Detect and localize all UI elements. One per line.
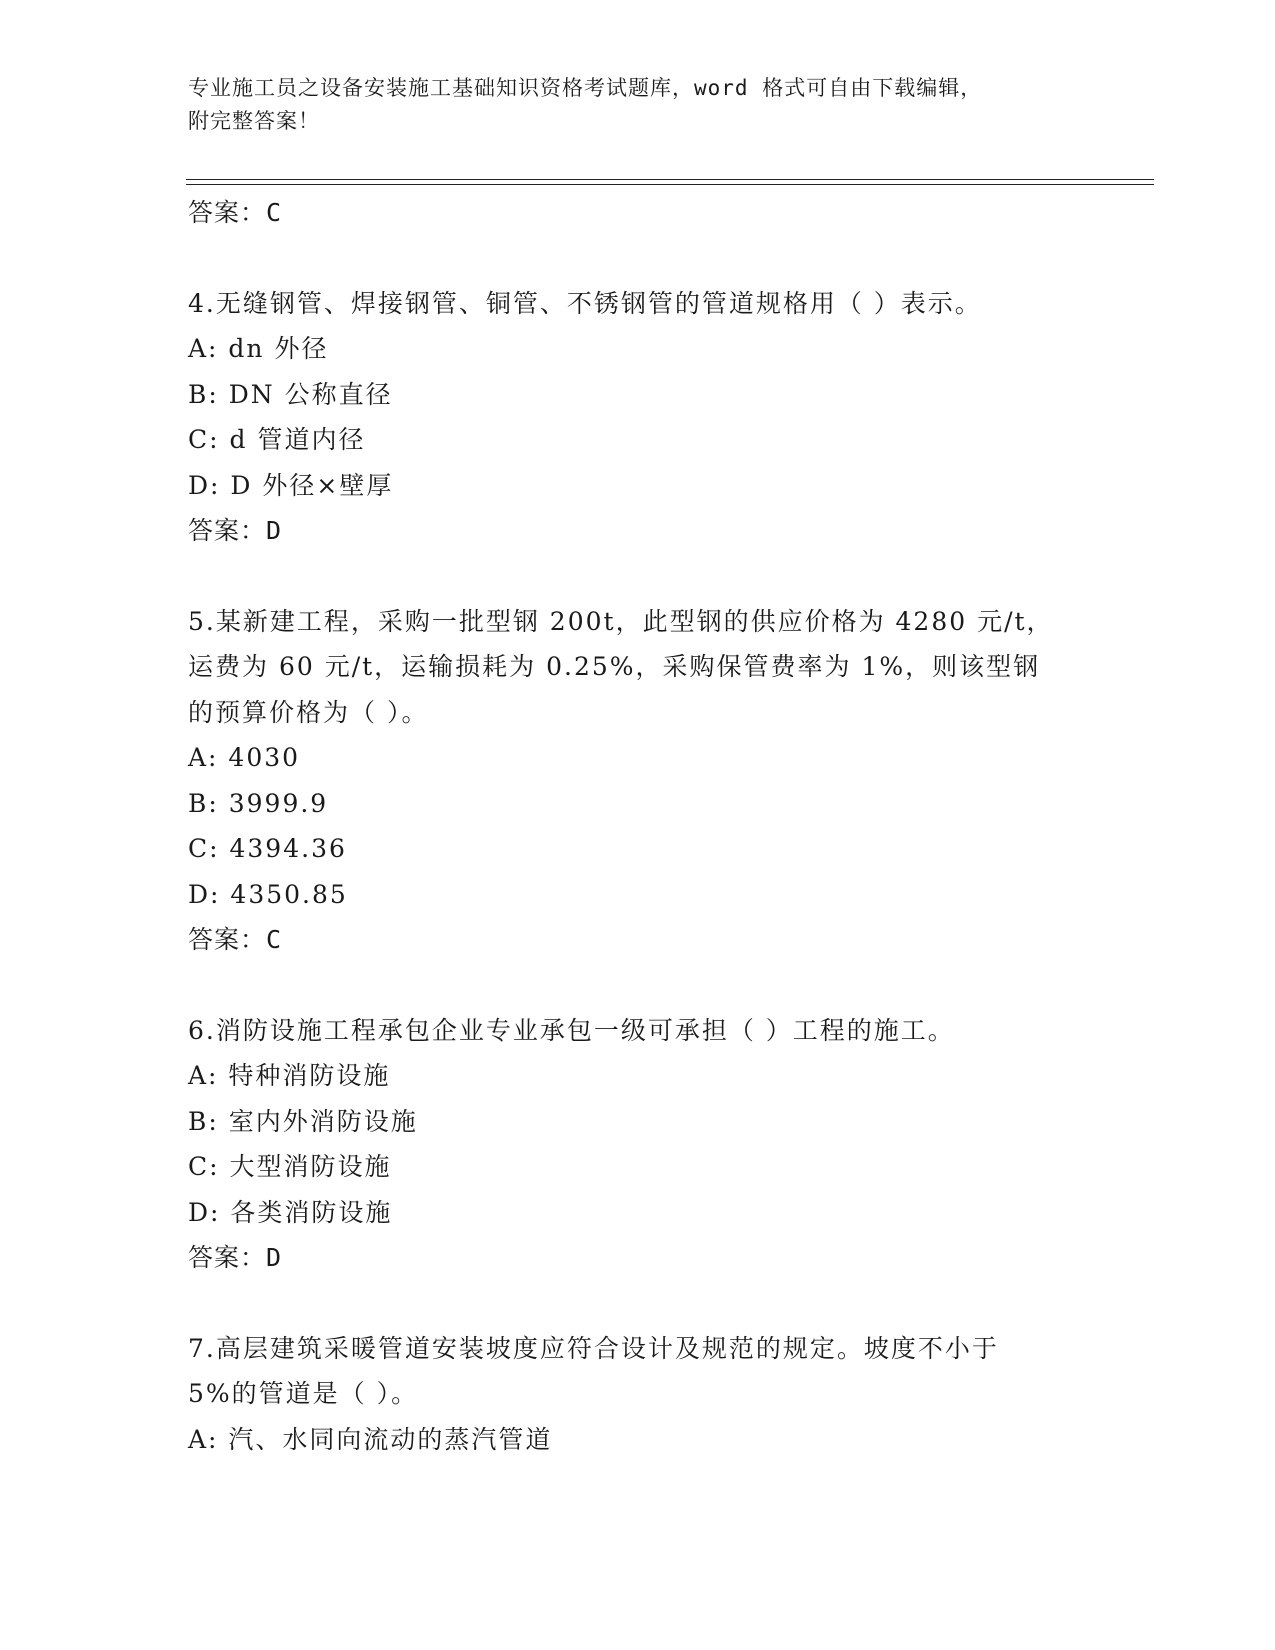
header-divider-top — [186, 179, 1154, 180]
option-d: D: 4350.85 — [188, 879, 348, 909]
answer-q3: 答案：C — [188, 198, 283, 227]
question-text-line-1: 5.某新建工程，采购一批型钢 200t，此型钢的供应价格为 4280 元/t， — [188, 606, 1054, 636]
option-c: C: d 管道内径 — [188, 425, 366, 454]
option-a: A: 4030 — [188, 743, 301, 772]
question-text-line-3: 的预算价格为（ ）。 — [188, 697, 429, 727]
question-5 — [188, 599, 1088, 963]
question-text-line-2: 运费为 60 元/t，运输损耗为 0.25%，采购保管费率为 1%，则该型钢 — [188, 652, 1041, 681]
question-text-line-1: 7.高层建筑采暖管道安装坡度应符合设计及规范的规定。坡度不小于 — [188, 1333, 999, 1363]
page-header — [188, 72, 1068, 138]
question-6 — [188, 1008, 1088, 1281]
answer: 答案：D — [188, 1243, 283, 1272]
option-d: D: D 外径×壁厚 — [188, 470, 394, 500]
option-c: C: 大型消防设施 — [188, 1152, 392, 1181]
option-b: B: 室内外消防设施 — [188, 1106, 418, 1136]
option-d: D: 各类消防设施 — [188, 1197, 393, 1227]
option-b: B: DN 公称直径 — [188, 379, 393, 409]
option-b: B: 3999.9 — [188, 788, 329, 818]
option-a: A: 特种消防设施 — [188, 1061, 391, 1090]
question-4 — [188, 281, 1088, 554]
header-line-2: 附完整答案！ — [188, 109, 320, 133]
question-7 — [188, 1326, 1088, 1463]
question-text: 6.消防设施工程承包企业专业承包一级可承担（ ）工程的施工。 — [188, 1015, 955, 1045]
answer: 答案：D — [188, 516, 283, 545]
option-a: A: dn 外径 — [188, 334, 329, 363]
header-line-1: 专业施工员之设备安装施工基础知识资格考试题库，word 格式可自由下载编辑， — [188, 76, 983, 100]
option-c: C: 4394.36 — [188, 834, 347, 863]
answer: 答案：C — [188, 925, 283, 954]
option-a: A: 汽、水同向流动的蒸汽管道 — [188, 1424, 553, 1454]
question-text: 4.无缝钢管、焊接钢管、铜管、不锈钢管的管道规格用（ ）表示。 — [188, 288, 982, 318]
header-divider-bottom — [186, 184, 1154, 185]
question-list — [188, 190, 1088, 1462]
question-text-line-2: 5%的管道是（ ）。 — [188, 1379, 419, 1408]
